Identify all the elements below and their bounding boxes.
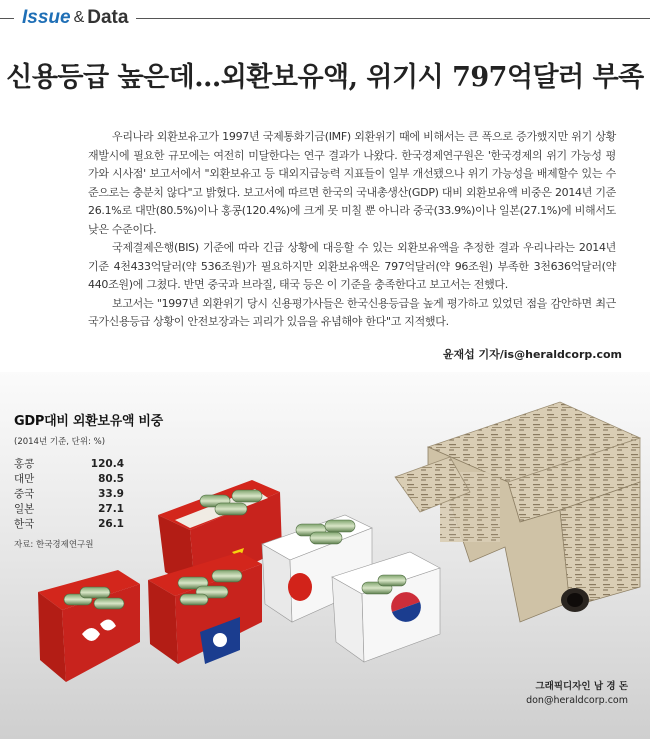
country-label: 대만 bbox=[14, 473, 35, 485]
section-badge bbox=[14, 4, 136, 32]
chart-subtitle: (2014년 기준, 단위: %) bbox=[14, 437, 106, 447]
badge-issue: Issue bbox=[22, 7, 71, 28]
value-label: 33.9 bbox=[98, 488, 124, 500]
badge-data: Data bbox=[87, 7, 129, 28]
reserve-ratio-table bbox=[14, 410, 184, 550]
table-row bbox=[14, 457, 124, 472]
table-row bbox=[14, 487, 124, 502]
value-label: 26.1 bbox=[98, 518, 124, 530]
table-row bbox=[14, 502, 124, 517]
article-body bbox=[88, 128, 616, 332]
table-row bbox=[14, 517, 124, 532]
chart-title: GDP대비 외환보유액 비중 bbox=[14, 414, 163, 429]
bed-hongkong-icon bbox=[38, 570, 140, 682]
article-paragraph: 국제결제은행(BIS) 기준에 따라 긴급 상황에 대응할 수 있는 외환보유액을 추정한 결과 우리나라는 2014년 기준 4천433억달러(약 536조원)가 필요하지만 외환보유액은 797억달러(약 96조원) 부족한 3천636억달러(약 440조원)에 그쳤다. 반면 중국과 브라질, 태국 등은 이 기준을 충족한다고 보고서는 전했다. bbox=[88, 241, 616, 291]
byline: 윤재섭 기자/is@heraldcorp.com bbox=[442, 348, 622, 361]
badge-ampersand: & bbox=[73, 9, 85, 26]
value-label: 120.4 bbox=[90, 458, 124, 470]
value-label: 80.5 bbox=[98, 473, 124, 485]
article-paragraph: 우리나라 외환보유고가 1997년 국제통화기금(IMF) 외환위기 때에 비해서는 큰 폭으로 증가했지만 위기 상황 재발시에 필요한 규모에는 여전히 미달한다는 연구 결과가 나왔다. 한국경제연구원은 '한국경제의 위기 가능성 평가와 시사점' 보고서에서 "외환보유고 등 대외지급능력 지표들이 일부 개선됐으나 위기 가능성을 배제할수 있는 수준으로는 충분치 않다"고 밝혔다. 보고서에 따르면 한국의 국내총생산(GDP) 대비 외환보유액 비중은 2014년 기준 26.1%로 대만(80.5%)이나 홍콩(120.4%)에 크게 못 미칠 뿐 아니라 중국(33.9%)이나 일본(27.1%)에 비해서도 낮은 수준이다. bbox=[88, 130, 616, 236]
designer-email: don@heraldcorp.com bbox=[526, 695, 628, 706]
value-label: 27.1 bbox=[98, 503, 124, 515]
article-paragraph: 보고서는 "1997년 외환위기 당시 신용평가사들은 한국신용등급을 높게 평가하고 있었던 점을 감안하면 최근 국가신용등급 상황이 안전보장과는 괴리가 있음을 유념해야 한다"고 지적했다. bbox=[88, 296, 616, 328]
country-label: 홍콩 bbox=[14, 458, 35, 470]
chart-source: 자료: 한국경제연구원 bbox=[14, 540, 94, 550]
country-label: 중국 bbox=[14, 488, 35, 500]
designer-credit: 그래픽디자인 남 경 돈 bbox=[535, 681, 628, 692]
country-label: 일본 bbox=[14, 503, 35, 515]
chart-table bbox=[14, 457, 124, 532]
country-label: 한국 bbox=[14, 518, 35, 530]
table-row bbox=[14, 472, 124, 487]
graphic-credit bbox=[526, 680, 628, 708]
headline: 신용등급 높은데…외환보유액, 위기시 797억달러 부족 bbox=[6, 62, 644, 93]
